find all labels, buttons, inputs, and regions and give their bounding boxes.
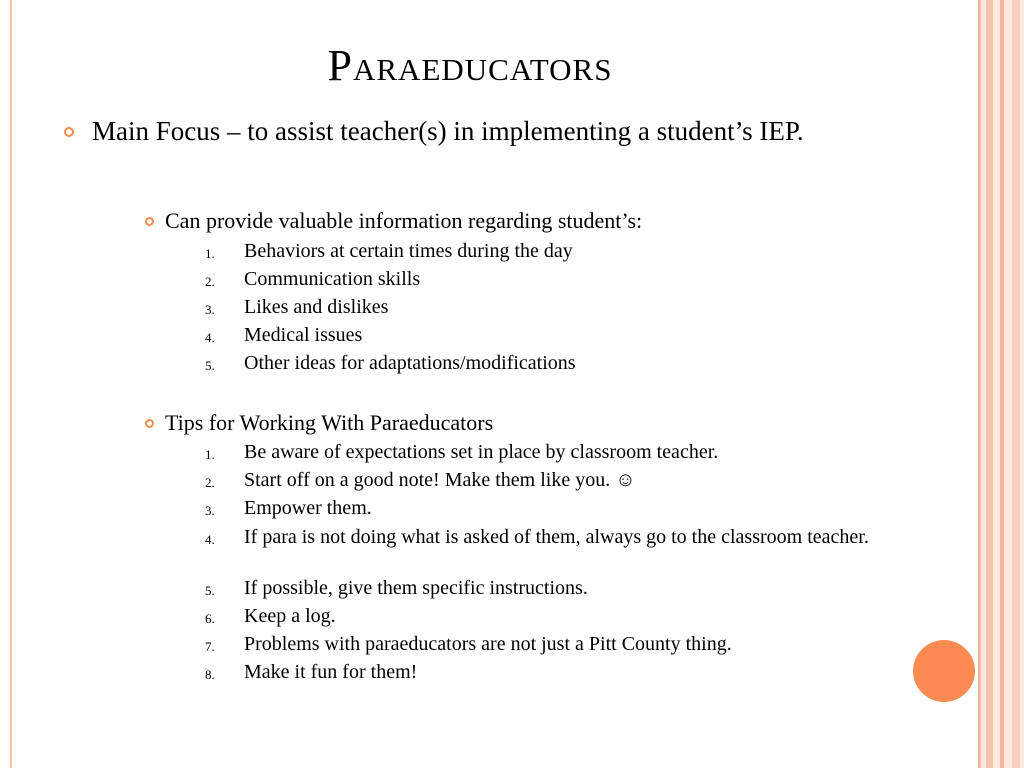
list-number: 6.: [205, 611, 215, 626]
list-text: Problems with paraeducators are not just a Pitt County thing.: [244, 633, 732, 655]
list-text: Make it fun for them!: [244, 661, 418, 683]
list-number: 1.: [205, 447, 215, 462]
section2-heading: Tips for Working With Paraeducators: [165, 410, 494, 435]
list-text: Keep a log.: [244, 605, 336, 627]
list-text: Medical issues: [244, 324, 363, 346]
list-text: Be aware of expectations set in place by classroom teacher.: [244, 441, 719, 463]
list-number: 4.: [205, 532, 215, 547]
bullet-icon: [64, 127, 74, 137]
list-number: 1.: [205, 246, 215, 261]
right-stripe: [1012, 0, 1020, 768]
right-stripe: [978, 0, 981, 768]
list-text: Other ideas for adaptations/modifications: [244, 352, 576, 374]
list-number: 3.: [205, 302, 215, 317]
bullet-icon: [145, 217, 154, 226]
list-number: 2.: [205, 475, 215, 490]
section1-heading: Can provide valuable information regarding student’s:: [165, 208, 643, 233]
right-stripe: [1000, 0, 1004, 768]
list-text: Communication skills: [244, 268, 421, 290]
list-number: 2.: [205, 274, 215, 289]
list-text: If possible, give them specific instructions.: [244, 577, 588, 599]
list-number: 4.: [205, 330, 215, 345]
list-text: If para is not doing what is asked of them, always go to the classroom teacher.: [244, 526, 869, 548]
list-number: 8.: [205, 667, 215, 682]
right-stripe: [986, 0, 993, 768]
list-text: Behaviors at certain times during the day: [244, 240, 573, 262]
list-text: Empower them.: [244, 497, 372, 519]
decorative-circle: [913, 640, 975, 702]
list-text: Likes and dislikes: [244, 296, 389, 318]
left-border-stripe: [10, 0, 12, 768]
list-number: 5.: [205, 583, 215, 598]
list-text: Start off on a good note! Make them like you. ☺: [244, 469, 636, 491]
list-number: 7.: [205, 639, 215, 654]
list-number: 3.: [205, 503, 215, 518]
slide-title: Paraeducators: [327, 41, 613, 90]
bullet-icon: [145, 419, 154, 428]
main-point: Main Focus – to assist teacher(s) in implementing a student’s IEP.: [92, 116, 804, 146]
list-number: 5.: [205, 358, 215, 373]
